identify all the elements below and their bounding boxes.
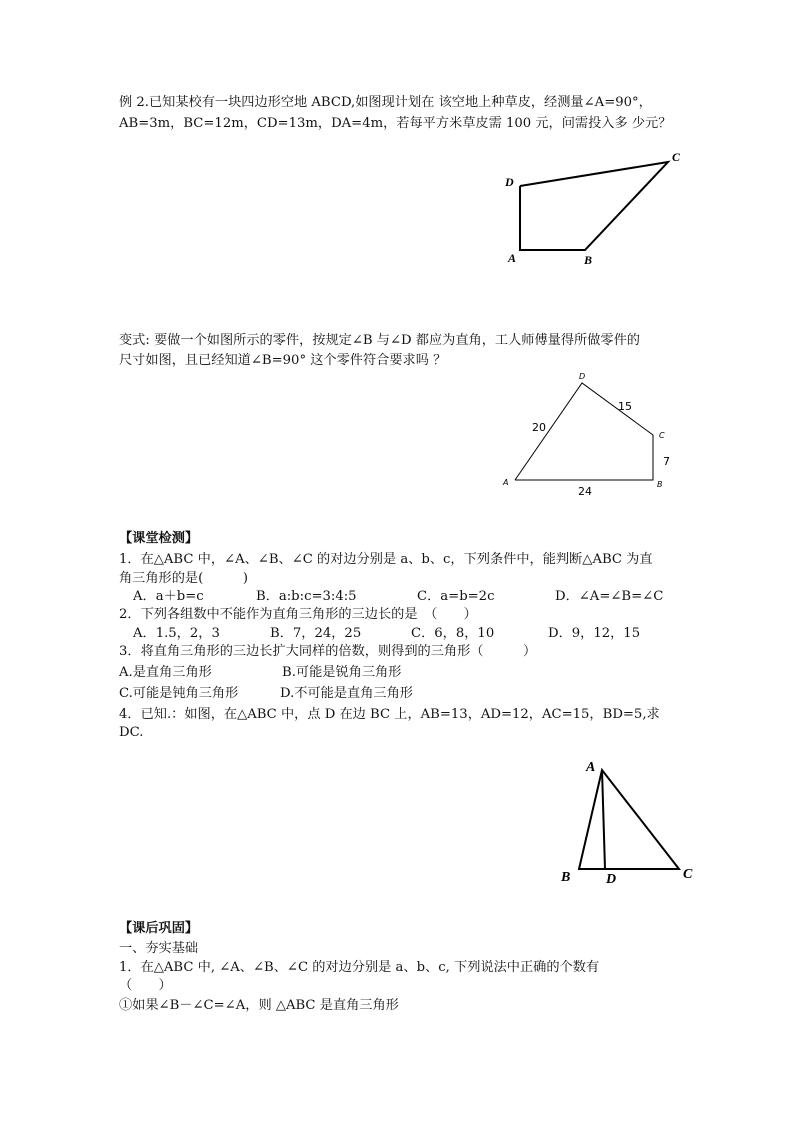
variant-line1: 变式: 要做一个如图所示的零件，按规定∠B 与∠D 都应为直角，工人师傅量得所做零件的 xyxy=(119,333,640,348)
classroom-q4-line1: 4．已知.：如图，在△ABC 中，点 D 在边 BC 上，AB=13，AD=12，AC=15，BD=5,求 xyxy=(119,707,660,722)
classroom-q1-option-d: D．∠A=∠B=∠C xyxy=(555,589,664,604)
classroom-q1-line1: 1．在△ABC 中，∠A、∠B、∠C 的对边分别是 a、b、c，下列条件中，能判断△ABC 为直 xyxy=(119,552,653,567)
classroom-q1-option-a: A．a＋b=c xyxy=(133,589,204,604)
vertex-label-a: A xyxy=(586,760,596,775)
classroom-q2-line1: 2．下列各组数中不能作为直角三角形的三边长的是 （ ） xyxy=(119,607,477,622)
vertex-label-c: C xyxy=(659,431,665,440)
classroom-q3-option-c: C.可能是钝角三角形 xyxy=(119,686,239,701)
vertex-label-c: C xyxy=(672,150,681,164)
after-q1-line1: 1．在△ABC 中, ∠A、∠B、∠C 的对边分别是 a、b、c, 下列说法中正确的个数有 xyxy=(119,960,600,975)
vertex-label-d: D xyxy=(505,175,514,189)
classroom-q3-option-a: A.是直角三角形 xyxy=(119,665,212,680)
vertex-label-d: D xyxy=(579,372,586,381)
length-label-cb: 7 xyxy=(663,455,670,468)
vertex-label-c: C xyxy=(683,867,693,882)
variant-line2: 尺寸如图，且已经知道∠B=90° 这个零件符合要求吗 ？ xyxy=(119,353,447,368)
classroom-q1-line2: 角三角形的是( ) xyxy=(119,571,248,586)
classroom-q3-option-d: D.不可能是直角三角形 xyxy=(280,686,413,701)
length-label-dc: 15 xyxy=(618,400,632,413)
vertex-label-b: B xyxy=(657,480,663,489)
classroom-q4-line2: DC. xyxy=(119,725,144,740)
altitude-ad xyxy=(602,770,605,869)
after-q1-line3: ①如果∠B－∠C=∠A，则 △ABC 是直角三角形 xyxy=(119,998,399,1013)
classroom-q2-option-b: B．7，24，25 xyxy=(270,626,362,641)
after-subheading: 一、夯实基础 xyxy=(119,941,199,956)
classroom-q1-option-b: B．a:b:c=3:4:5 xyxy=(256,589,357,604)
length-label-ab: 24 xyxy=(578,485,592,498)
vertex-label-d: D xyxy=(606,872,617,887)
vertex-label-a: A xyxy=(503,478,509,487)
length-label-ad: 20 xyxy=(532,421,546,434)
vertex-label-b: B xyxy=(584,253,593,267)
example2-line2: AB=3m，BC=12m，CD=13m，DA=4m，若每平方米草皮需 100 元，问需投入多 少元？ xyxy=(119,116,672,131)
classroom-q3-option-b: B.可能是锐角三角形 xyxy=(282,665,402,680)
triangle-abc-figure xyxy=(555,755,705,890)
triangle-outline xyxy=(579,770,679,869)
vertex-label-b: B xyxy=(561,870,571,885)
classroom-heading: 【课堂检测】 xyxy=(119,531,199,546)
classroom-q3-line1: 3．将直角三角形的三边长扩大同样的倍数，则得到的三角形（ ） xyxy=(119,644,537,659)
example2-line1: 例 2.已知某校有一块四边形空地 ABCD,如图现计划在 该空地上种草皮，经测量∠A=90°， xyxy=(119,95,652,110)
quadrilateral-outline xyxy=(520,162,668,250)
part-figure xyxy=(500,368,690,498)
classroom-q2-option-a: A．1.5，2，3 xyxy=(133,626,220,641)
vertex-label-a: A xyxy=(508,251,517,265)
classroom-q2-option-c: C．6，8，10 xyxy=(411,626,495,641)
after-q1-line2: （ ） xyxy=(119,978,172,993)
quadrilateral-abcd-figure xyxy=(500,148,700,268)
classroom-q1-option-c: C．a=b=2c xyxy=(417,589,495,604)
after-heading: 【课后巩固】 xyxy=(119,921,199,936)
classroom-q2-option-d: D．9，12，15 xyxy=(548,626,641,641)
